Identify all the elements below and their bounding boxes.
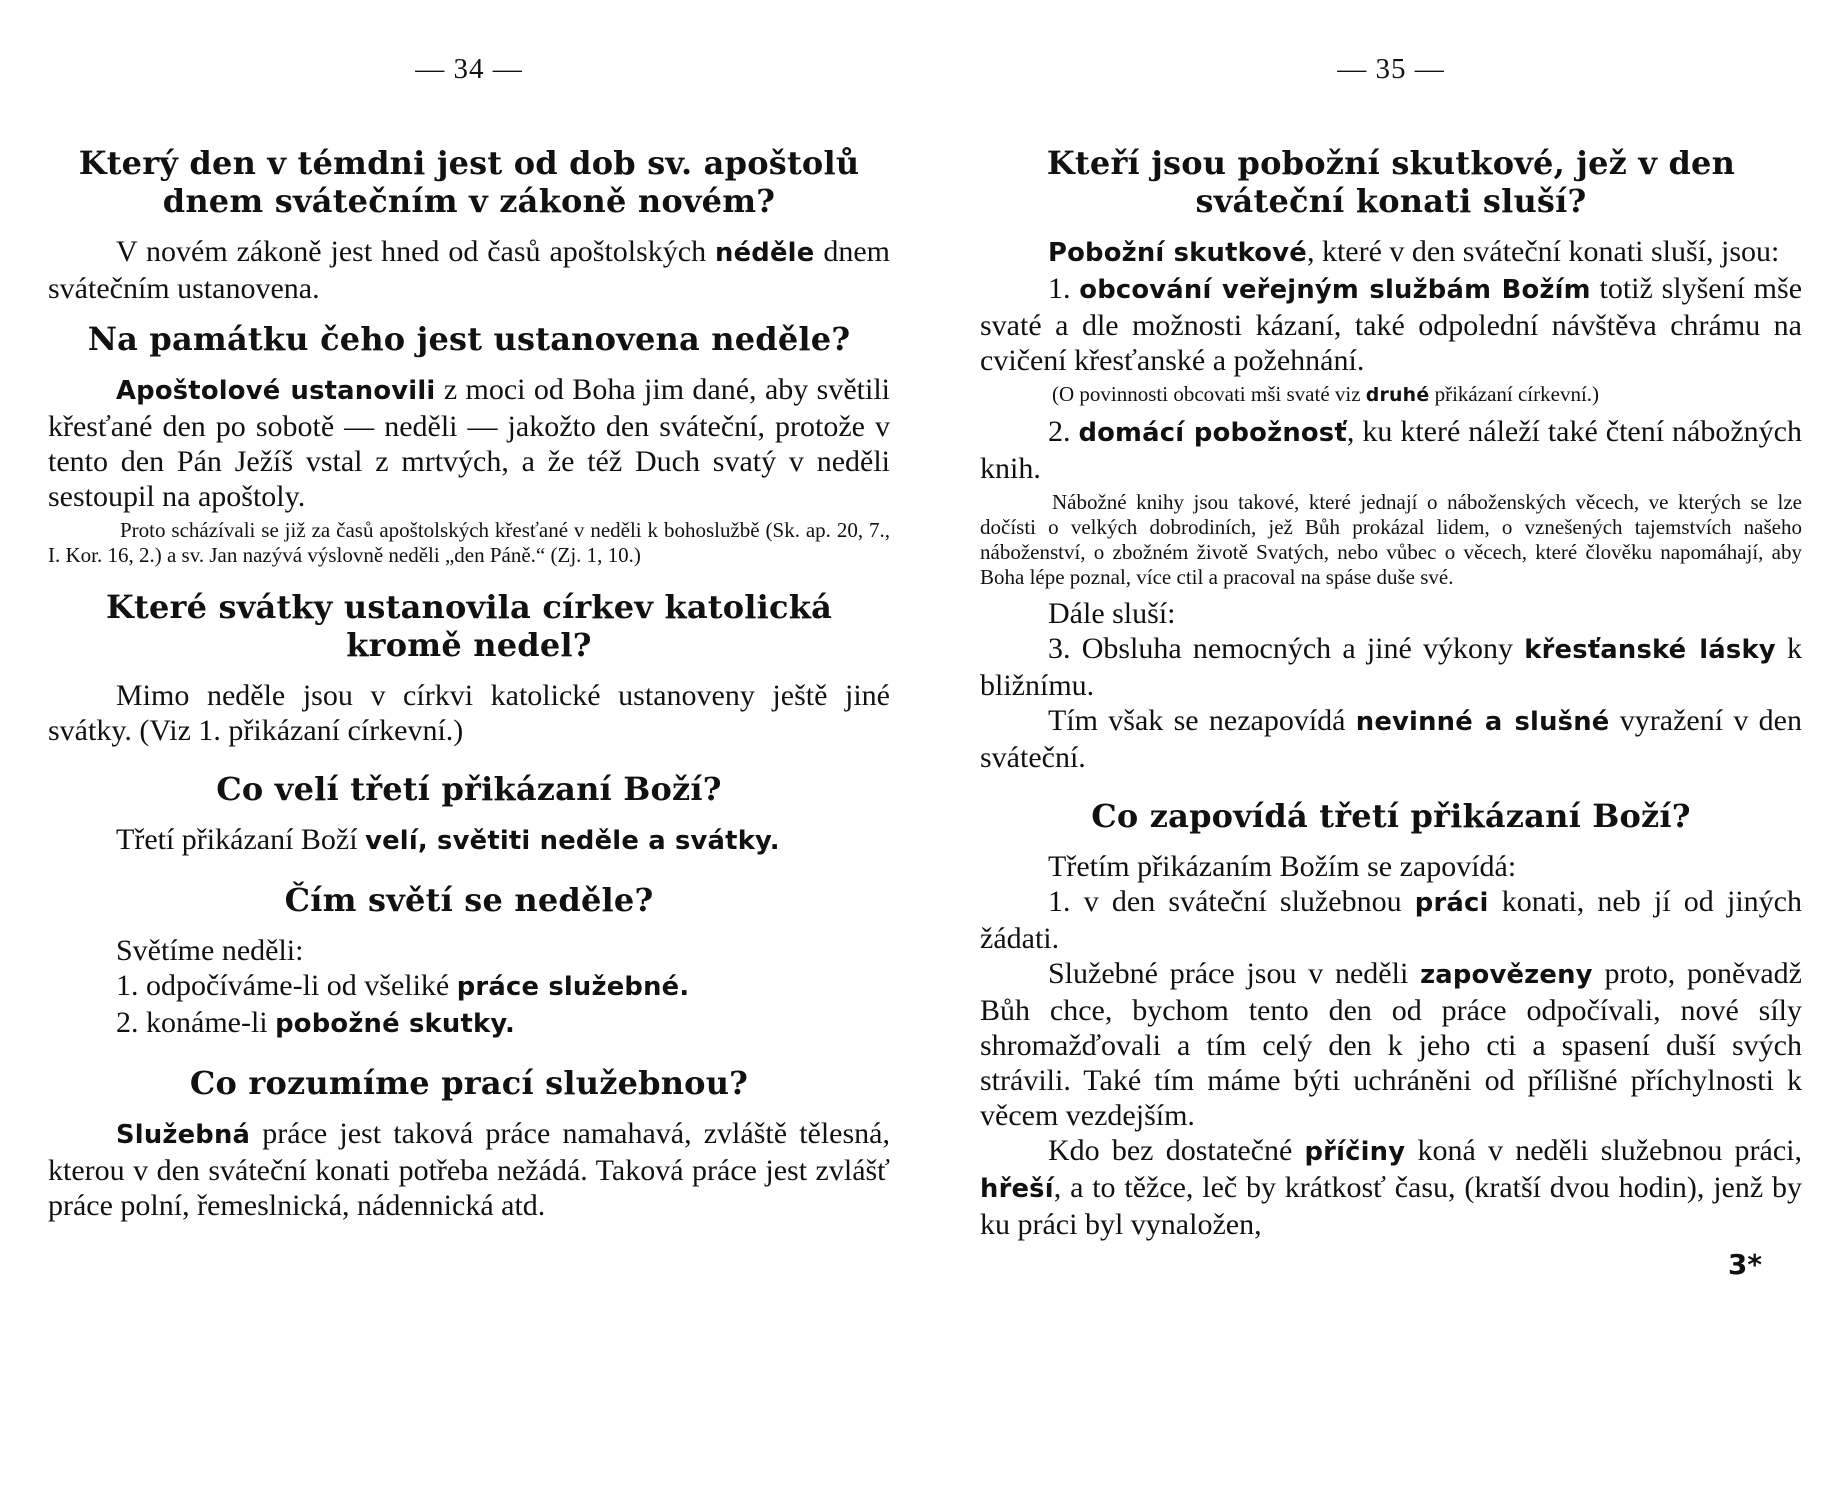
answer-paragraph: Světíme neděli: [116, 934, 304, 967]
question-heading: Které svátky ustanovila církev katolická kromě nedel? [105, 588, 833, 664]
answer-paragraph: Třetí přikázaní Boží velí, světiti neděle a svátky. [116, 823, 780, 856]
question-heading: Co velí třetí přikázaní Boží? [216, 770, 722, 808]
question-heading: Na památku čeho jest ustanovena neděle? [87, 320, 851, 358]
question-heading: Který den v témdni jest od dob sv. apoštolů dnem svátečním v zákoně novém? [78, 144, 860, 220]
list-item: 1. v den sváteční služebnou práci konati, neb jí od jiných žádati. [980, 885, 1802, 955]
question-heading: Čím světí se neděle? [284, 881, 654, 919]
right-page [980, 0, 1802, 1281]
answer-paragraph: Pobožní skutkové, které v den sváteční konati sluší, jsou: [1048, 235, 1780, 268]
page-number-35: — 35 — [1337, 53, 1445, 85]
question-heading: Co zapovídá třetí přikázaní Boží? [1091, 797, 1691, 835]
answer-paragraph: Dále sluší: [1048, 597, 1176, 630]
question-heading: Kteří jsou pobožní skutkové, jež v den sváteční konati sluší? [1046, 144, 1736, 220]
answer-paragraph: V novém zákoně jest hned od časů apoštolských néděle dnem svátečním ustanovena. [48, 235, 890, 305]
signature-mark: 3* [1727, 1248, 1762, 1281]
question-heading: Co rozumíme prací služebnou? [189, 1064, 749, 1102]
list-item: 1. obcování veřejným službám Božím totiž slyšení mše svaté a dle možnosti kázaní, také odpolední návštěva chrámu na cvičení křesťanské a požehnání. [980, 272, 1803, 377]
footnote-text: Nábožné knihy jsou takové, které jednají o náboženských věcech, ve kterých se lze dočísti o velkých dobrodiních, jež Bůh prokázal lidem, o vznešených tajemstvích našeho náboženství, o zbožném životě Svatých, nebo vůbec o věcech, které člověku napomáhají, aby Boha lépe poznal, více ctil a pracoval na spáse duše své. [980, 490, 1802, 589]
list-item: 2. konáme-li pobožné skutky. [116, 1006, 515, 1039]
list-item: 3. Obsluha nemocných a jiné výkony křesťanské lásky k bližnímu. [980, 632, 1803, 702]
answer-paragraph: Služebné práce jsou v neděli zapovězeny proto, poněvadž Bůh chce, bychom tento den od práce odpočívali, nové síly shromažďovali a tím celý den k jeho cti a spasení duší svých strávili. Také tím máme býti uchráněni od přílišné příchylnosti k věcem vezdejším. [980, 957, 1802, 1132]
answer-paragraph: Apoštolové ustanovili z moci od Boha jim dané, aby světili křesťané den po sobotě — neděli — jakožto den sváteční, protože v tento den Pán Ježíš vstal z mrtvých, a že též Duch svatý v neděli sestoupil na apoštoly. [48, 373, 890, 513]
answer-paragraph: Tím však se nezapovídá nevinné a slušné vyražení v den sváteční. [980, 704, 1802, 774]
list-item: 2. domácí pobožnosť, ku které náleží také čtení nábožných knih. [980, 415, 1802, 485]
answer-paragraph: Služebná práce jest taková práce namahavá, zvláště tělesná, kterou v den sváteční konati potřeba nežádá. Taková práce jest zvlášť práce polní, řemeslnická, nádennická atd. [48, 1117, 890, 1222]
footnote-text: (O povinnosti obcovati mši svaté viz druhé přikázaní církevní.) [1052, 382, 1600, 406]
footnote-text: Proto scházívali se již za časů apoštolských křesťané v neděli k bohoslužbě (Sk. ap. 20, 7., I. Kor. 16, 2.) a sv. Jan nazývá výslovně neděli „den Páně.“ (Zj. 1, 10.) [48, 518, 890, 567]
answer-paragraph: Třetím přikázaním Božím se zapovídá: [1048, 850, 1517, 883]
page-number-34: — 34 — [415, 53, 523, 85]
answer-paragraph: Kdo bez dostatečné příčiny koná v neděli služebnou práci, hřeší, a to těžce, leč by krátkosť času, (kratší dvou hodin), jenž by ku práci byl vynaložen, [980, 1134, 1802, 1241]
left-page [48, 0, 890, 1223]
answer-paragraph: Mimo neděle jsou v církvi katolické ustanoveny ještě jiné svátky. (Viz 1. přikázaní církevní.) [48, 679, 890, 747]
list-item: 1. odpočíváme-li od všeliké práce služebné. [116, 969, 690, 1002]
